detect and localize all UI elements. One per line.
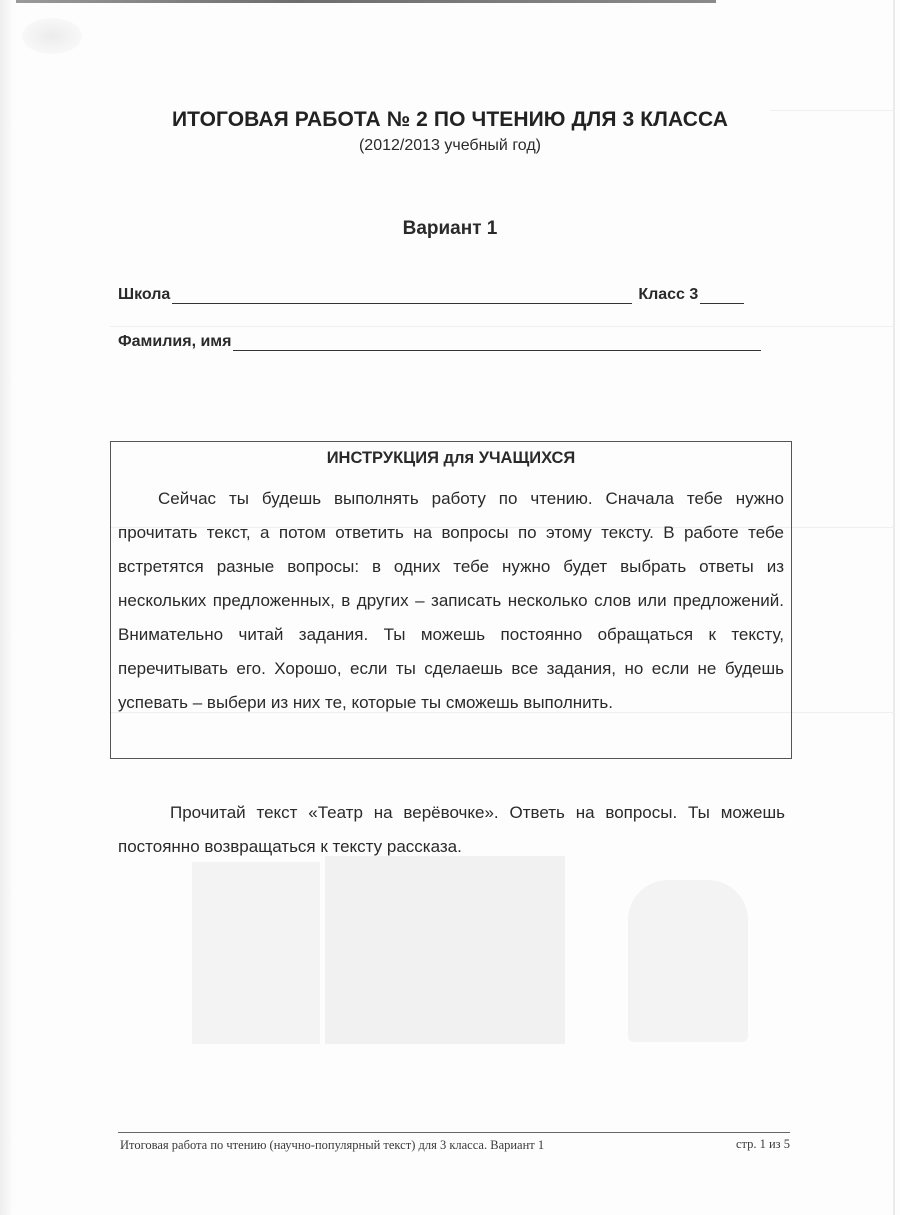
- scan-left-shadow: [0, 0, 12, 1215]
- footer-divider: [118, 1132, 790, 1133]
- bleed-through-photo: [192, 862, 320, 1044]
- school-input-line[interactable]: [172, 285, 632, 304]
- footer-description: Итоговая работа по чтению (научно-популярный текст) для 3 класса. Вариант 1: [120, 1138, 545, 1152]
- bleed-through-photo: [325, 856, 565, 1044]
- school-label: Школа: [118, 286, 171, 303]
- name-label: Фамилия, имя: [118, 333, 232, 350]
- instructions-text: Сейчас ты будешь выполнять работу по чтению. Сначала тебе нужно прочитать текст, а потом ответить на вопросы по этому тексту. В работе тебе встретятся разные вопросы: в одних тебе нужно будет выбрать ответы из нескольких предложенных, в других – записать несколько слов или предложений. Внимательно читай задания. Ты можешь постоянно обращаться к тексту, перечитывать его. Хорошо, если ты сделаешь все задания, но если не будешь успевать – выбери из них те, которые ты сможешь выполнить.: [118, 489, 784, 712]
- class-label: Класс 3: [638, 286, 699, 303]
- scan-right-edge: [893, 0, 895, 1215]
- page-number: стр. 1 из 5: [735, 1137, 790, 1151]
- page-title: ИТОГОВАЯ РАБОТА № 2 ПО ЧТЕНИЮ ДЛЯ 3 КЛАССА: [171, 108, 729, 131]
- name-input-line[interactable]: [233, 332, 761, 351]
- scan-top-edge: [16, 0, 716, 3]
- reading-prompt: Прочитай текст «Театр на верёвочке». Ответь на вопросы. Ты можешь постоянно возвращаться к тексту рассказа.: [118, 803, 785, 856]
- school-class-row: [118, 285, 783, 304]
- class-input-line[interactable]: [700, 285, 744, 304]
- name-row: [118, 332, 783, 351]
- bleed-through-line: [110, 326, 895, 327]
- variant-label: Вариант 1: [402, 218, 498, 239]
- school-year: (2012/2013 учебный год): [358, 137, 542, 154]
- instructions-box: [110, 441, 792, 759]
- scan-smudge: [22, 18, 82, 54]
- bleed-through-puppet: [628, 880, 748, 1042]
- instructions-title: ИНСТРУКЦИЯ для УЧАЩИХСЯ: [326, 449, 576, 467]
